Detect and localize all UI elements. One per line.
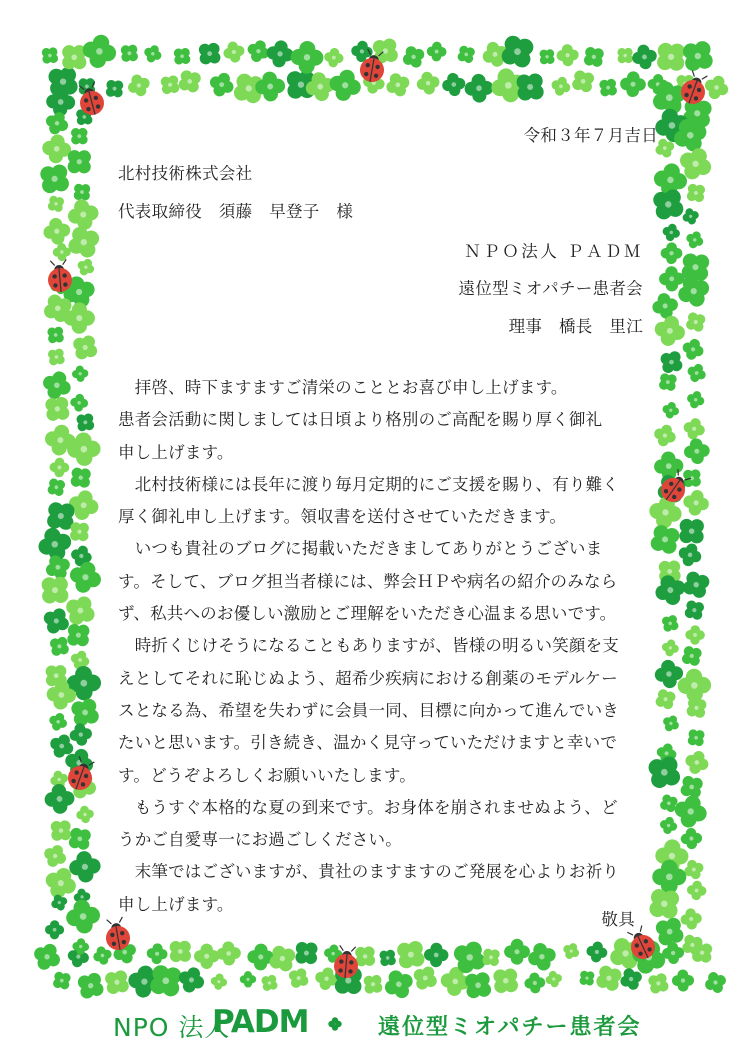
clover-icon (37, 42, 63, 68)
clover-icon (48, 967, 75, 994)
clover-icon (290, 40, 324, 74)
body-line: 時折くじけそうになることもありますが、皆様の明るい笑顔を支 (118, 636, 619, 656)
clover-icon (52, 243, 71, 262)
clover-icon (652, 313, 688, 349)
clover-icon (680, 827, 703, 850)
clover-icon (192, 36, 226, 70)
clover-icon (65, 196, 101, 232)
ladybug-icon (46, 259, 73, 293)
clover-icon (661, 222, 682, 243)
clover-icon (399, 42, 429, 72)
body-line: 申し上げます。 (118, 442, 234, 462)
clover-icon (680, 336, 707, 363)
clover-icon (74, 256, 97, 279)
body-line: えとしてそれに恥じぬよう、超希少疾病における創薬のモデルケー (118, 668, 618, 688)
clover-icon (661, 242, 683, 264)
clover-icon (701, 968, 729, 996)
clover-icon (43, 344, 69, 370)
body-line: スとなる為、希望を失わずに会員一同、目標に向かって進んでいき (118, 700, 619, 720)
clover-icon (375, 945, 401, 971)
clover-icon (683, 725, 709, 751)
clover-icon (247, 943, 275, 971)
sender-group: 遠位型ミオパチー患者会 (458, 279, 643, 298)
clover-icon (47, 710, 70, 733)
clover-icon (680, 596, 709, 625)
clover-icon (659, 266, 685, 292)
body-line: 北村技術様には長年に渡り毎月定期的にご支援を賜り、有り難く (118, 474, 619, 494)
clover-icon (454, 42, 479, 67)
clover-icon (380, 965, 418, 1003)
clover-icon (684, 361, 708, 385)
clover-icon (41, 133, 73, 165)
clover-icon (660, 712, 683, 735)
clover-icon (685, 389, 707, 411)
body-line: す。どうぞよろしくお願いいたします。 (118, 765, 416, 785)
clover-icon (567, 65, 599, 97)
body-line: うかご自愛専一にお過ごしください。 (118, 830, 402, 850)
clover-icon (146, 943, 168, 965)
body-line: 患者会活動に関しましては日頃より格別のご高配を賜り厚く御礼 (118, 410, 603, 430)
footer-npo-label: NPO 法人 (113, 1013, 231, 1042)
clover-icon (72, 967, 110, 1005)
body-line: もうすぐ本格的な夏の到来です。お身体を崩されませぬよう、ど (118, 797, 618, 817)
clover-icon (67, 330, 102, 365)
clover-icon (169, 43, 196, 70)
body-line: 拝啓、時下ますますご清栄のこととお喜び申し上げます。 (118, 378, 568, 397)
clover-icon (382, 69, 413, 100)
clover-icon (504, 939, 530, 965)
clover-icon (358, 969, 388, 999)
clover-icon (43, 322, 69, 348)
body-line: いつも貴社のブログに掲載いただきましてありがとうございま (118, 539, 603, 559)
clover-icon (415, 70, 442, 97)
clover-icon (579, 42, 610, 73)
clover-icon (206, 69, 238, 101)
clover-icon (68, 722, 93, 747)
clover-icon (91, 944, 114, 967)
clover-icon (556, 43, 579, 66)
clover-icon (585, 940, 609, 964)
clover-icon (683, 228, 706, 251)
clover-icon (535, 45, 559, 69)
body-line: たいと思います。引き続き、温かく見守っていただけますと幸いで (118, 733, 618, 753)
clover-icon (257, 971, 281, 995)
body-line: ず、私共へのお優しい激励とご理解をいただき心温まる思いです。 (118, 604, 617, 624)
clover-icon (49, 457, 69, 477)
clover-icon (49, 892, 70, 913)
clover-icon (265, 39, 296, 70)
clover-icon (141, 42, 164, 65)
clover-icon (424, 942, 449, 967)
clover-icon (679, 907, 702, 930)
clover-icon (44, 783, 76, 815)
clover-icon (221, 39, 246, 64)
clover-icon (486, 961, 525, 1000)
clover-icon (44, 192, 68, 216)
body-line: 申し上げます。 (118, 894, 234, 914)
clover-icon (68, 850, 102, 884)
clover-icon (681, 488, 711, 518)
clover-icon (72, 409, 100, 437)
body-line: 末筆ではございますが、貴社のますますのご発展を心よりお祈り (118, 862, 619, 882)
sender-person: 理事 橋長 里江 (508, 317, 643, 336)
clover-icon (560, 940, 582, 962)
clover-icon (75, 805, 95, 825)
clover-icon (660, 638, 680, 658)
clover-icon (326, 66, 364, 104)
clover-icon (64, 897, 103, 936)
clover-icon (124, 71, 153, 100)
recipient-company: 北村技術株式会社 (118, 164, 253, 183)
clover-icon (575, 966, 599, 990)
clover-icon (101, 75, 129, 103)
clover-icon (686, 880, 707, 901)
clover-icon (620, 71, 647, 98)
clover-icon (544, 969, 564, 989)
clover-icon (525, 940, 559, 974)
clover-icon (116, 40, 143, 67)
clover-icon (173, 65, 206, 98)
clover-icon (661, 400, 681, 420)
clover-icon (682, 308, 710, 336)
clover-icon (323, 47, 345, 69)
clover-icon (685, 625, 705, 645)
clover-icon (524, 972, 546, 994)
letter-date: 令和３年７月吉日 (523, 126, 658, 145)
body-line: す。そして、ブログ担当者様には、弊会ＨＰや病名の紹介のみなら (118, 571, 618, 591)
body-line: 厚く御礼申し上げます。領収書を送付させていただきます。 (118, 507, 567, 527)
clover-icon (327, 1016, 343, 1032)
clover-icon (464, 73, 494, 103)
clover-icon (66, 558, 105, 597)
clover-icon (216, 941, 242, 967)
clover-icon (39, 367, 75, 403)
clover-icon (29, 939, 65, 975)
clover-icon (194, 944, 219, 969)
clover-icon (681, 416, 707, 442)
clover-icon (549, 75, 572, 98)
recipient-person: 代表取締役 須藤 早登子 様 (118, 202, 354, 221)
clover-icon (240, 971, 257, 988)
footer-logo (0, 1000, 750, 1050)
clover-icon (163, 934, 198, 969)
clover-icon (683, 437, 711, 465)
clover-icon (45, 920, 64, 939)
clover-icon (42, 216, 73, 247)
clover-icon (175, 963, 208, 996)
clover-icon (426, 41, 447, 62)
clover-icon (69, 393, 89, 413)
clover-icon (630, 43, 658, 71)
clover-icon (594, 74, 621, 101)
footer-padm-logo: PADM (212, 1004, 309, 1040)
clover-icon (441, 71, 467, 97)
clover-icon (65, 462, 97, 494)
clover-icon (680, 206, 701, 227)
clover-icon (40, 841, 70, 871)
sender-organization: ＮＰＯ法人 ＰＡＤＭ (464, 242, 643, 261)
clover-icon (672, 969, 695, 992)
footer-group-name: 遠位型ミオパチー患者会 (378, 1015, 642, 1040)
clover-icon (71, 365, 89, 383)
clover-icon (42, 108, 72, 138)
letter-body (118, 372, 663, 921)
closing-keigu: 敬具 (601, 910, 635, 929)
clover-icon (210, 972, 229, 991)
clover-icon (650, 291, 680, 321)
clover-icon (682, 748, 711, 777)
clover-icon (43, 474, 69, 500)
clover-icon (677, 641, 706, 670)
